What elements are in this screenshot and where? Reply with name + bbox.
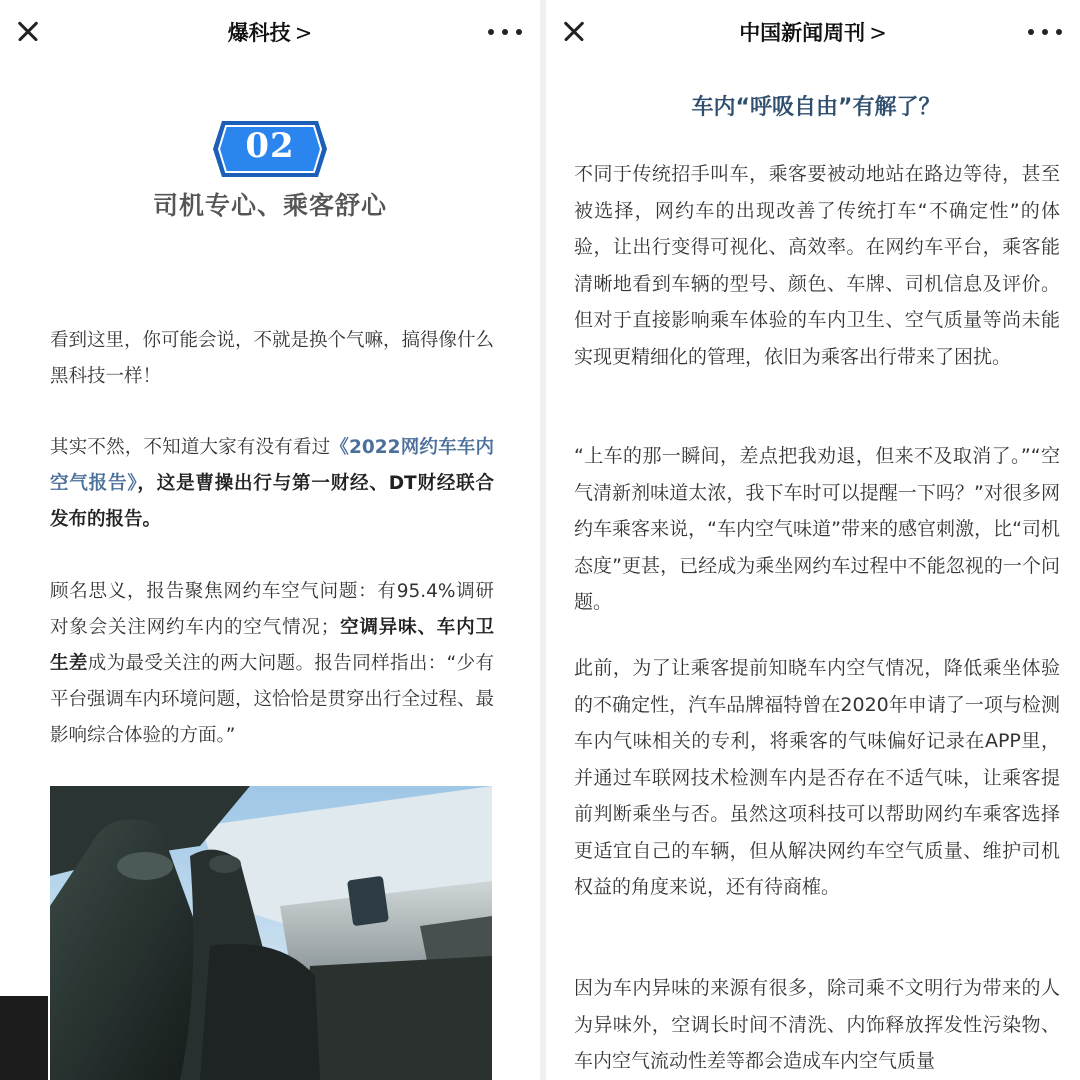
left-nav-bar: [0, 0, 540, 64]
section-number-badge: [210, 118, 330, 180]
paragraph-text: 其实不然，不知道大家有没有看过: [50, 437, 331, 458]
section-title: 司机专心、乘客舒心: [152, 191, 387, 220]
badge-number: 02: [245, 126, 295, 166]
account-name: 中国新闻周刊: [739, 21, 866, 45]
right-nav-bar: [546, 0, 1080, 64]
paragraph-text: 成为最受关注的两大问题。报告同样指出：“少有平台强调车内环境问题，这恰恰是贯穿出行全过程、最影响综合体验的方面。”: [50, 653, 495, 746]
image-shadow-corner: [0, 996, 48, 1080]
article-paragraph: “上车的那一瞬间，差点把我劝退，但来不及取消了。”“空气清新剂味道太浓，我下车时可以提醒一下吗？”对很多网约车乘客来说，“车内空气味道”带来的感官刺激，比“司机态度”更甚，已经成为乘坐网约车过程中不能忽视的一个问题。: [574, 445, 1060, 613]
paragraph-bold-text: ，这是曹操出行与第一财经、DT财经联合发布的报告。: [50, 473, 494, 530]
chevron-right-icon: >: [294, 21, 313, 45]
article-paragraph: 不同于传统招手叫车，乘客要被动地站在路边等待，甚至被选择，网约车的出现改善了传统打车“不确定性”的体验，让出行变得可视化、高效率。在网约车平台，乘客能清晰地看到车辆的型号、颜色、车牌、司机信息及评价。但对于直接影响乘车体验的车内卫生、空气质量等尚未能实现更精细化的管理，依旧为乘客出行带来了困扰。: [574, 163, 1060, 368]
right-article-panel: [540, 0, 1080, 1080]
account-name-link[interactable]: [0, 17, 540, 47]
report-link[interactable]: 《2022网约车车内空气报告》: [50, 437, 494, 494]
article-paragraph: [50, 430, 494, 538]
chevron-right-icon: >: [869, 21, 887, 45]
car-interior-image[interactable]: [50, 786, 492, 1080]
account-name-link[interactable]: [546, 17, 1080, 47]
more-options-icon[interactable]: [1028, 22, 1062, 42]
article-paragraph: 看到这里，你可能会说，不就是换个气嘛，搞得像什么黑科技一样！: [50, 330, 495, 387]
article-paragraph: [50, 574, 494, 754]
more-options-icon[interactable]: [488, 22, 522, 42]
paragraph-text: 顾名思义，报告聚焦网约车空气问题：有95.4%调研对象会关注网约车内的空气情况；: [50, 581, 494, 638]
account-name: 爆科技: [227, 21, 291, 45]
article-paragraph: 因为车内异味的来源有很多，除司乘不文明行为带来的人为异味外，空调长时间不清洗、内饰释放挥发性污染物、车内空气流动性差等都会造成车内空气质量: [574, 977, 1060, 1072]
paragraph-bold-text: 空调异味、车内卫生差: [50, 617, 494, 674]
article-heading: 车内“呼吸自由”有解了？: [691, 95, 941, 120]
article-paragraph: 此前，为了让乘客提前知晓车内空气情况，降低乘坐体验的不确定性，汽车品牌福特曾在2020年申请了一项与检测车内气味相关的专利，将乘客的气味偏好记录在APP里，并通过车联网技术检测车内是否存在不适气味，让乘客提前判断乘坐与否。虽然这项科技可以帮助网约车乘客选择更适宜自己的车辆，但从解决网约车空气质量、维护司机权益的角度来说，还有待商榷。: [574, 657, 1060, 898]
